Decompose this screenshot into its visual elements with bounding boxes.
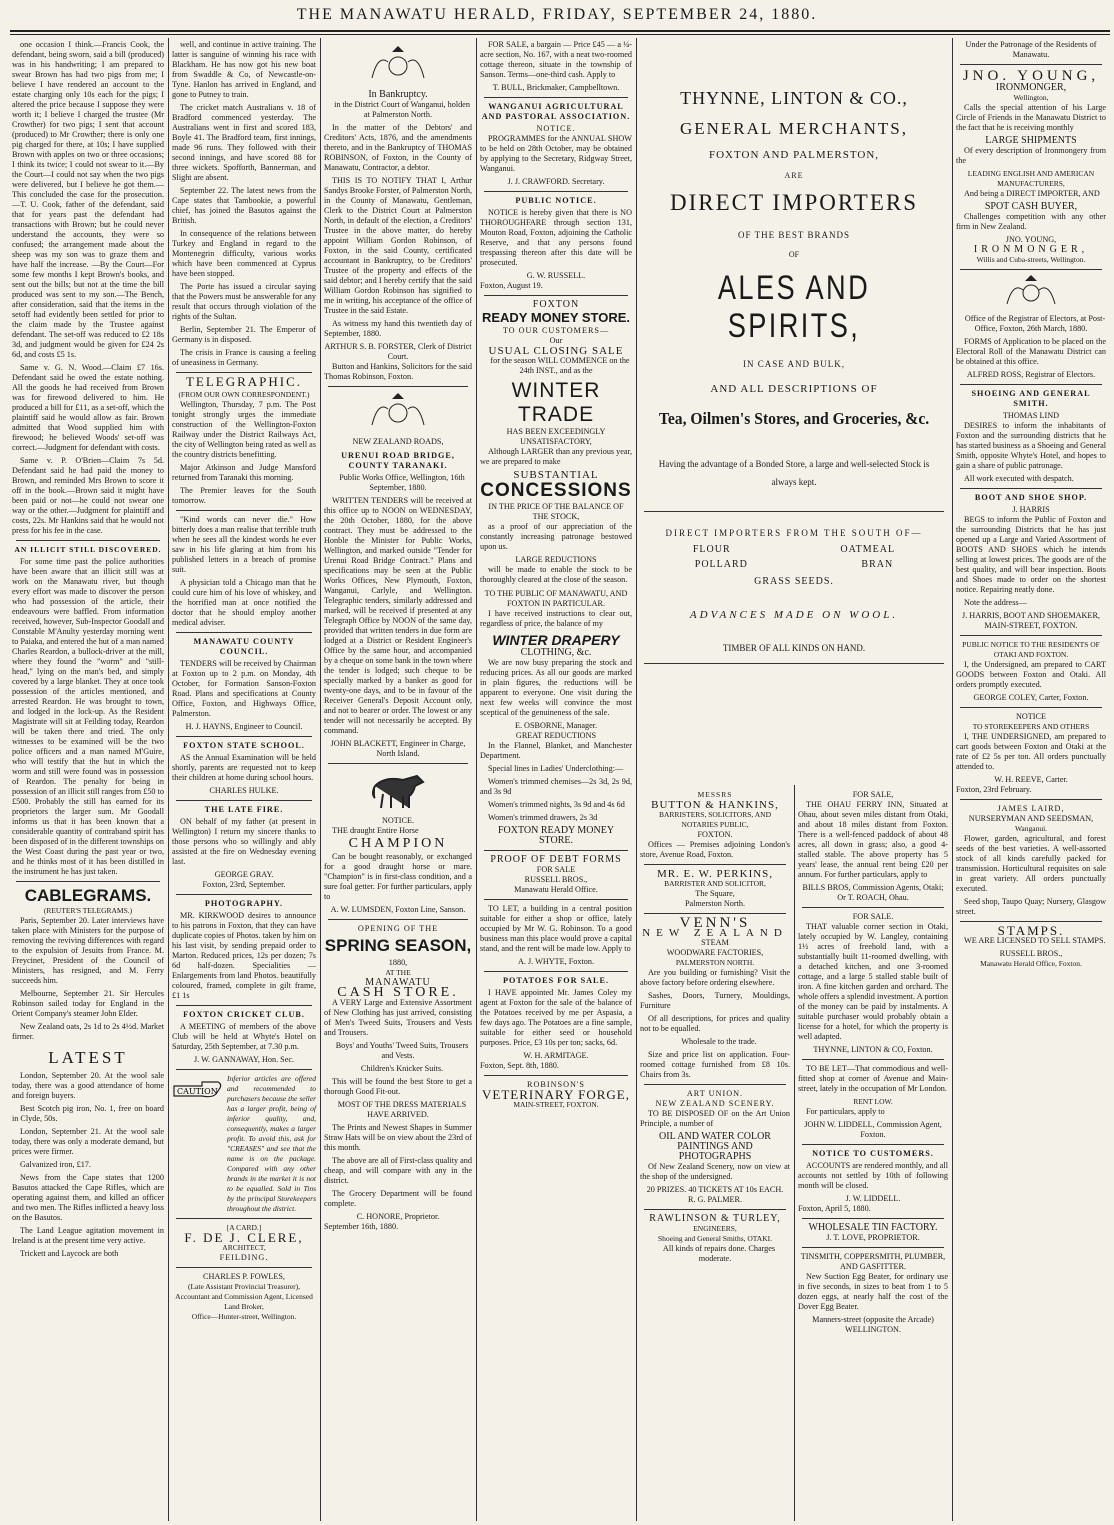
article-paragraph: September 22. The latest news from the Cape states that Tambookie, a powerful chief, has joined the Basutos against the British.: [172, 186, 316, 225]
ad-paragraph: Sashes, Doors, Turnery, Mouldings, Furniture: [640, 991, 790, 1010]
notice-label: NOTICE.: [536, 124, 576, 133]
opening-label: OPENING OF THE: [357, 924, 439, 933]
bran-label: BRAN: [861, 559, 894, 570]
ad-paragraph: FOR SALE, a bargain — Price £45 — a ¼-acre section, No. 167, with a neat two-roomed cottage thereon, situate in the township of Sanson. Terms—one-third cash. Apply to: [480, 40, 632, 79]
article-paragraph: The cricket match Australians v. 18 of Bradford commenced yesterday. The Australians went in first and scored 183, Boyle 41. The Bradford team, first innings, made 96 runs. They followed with their second innings, and have scored 88 for three wickets. Spofforth, Bannerman, and Slight are absent.: [172, 103, 316, 182]
headline-cash-store: CASH STORE.: [337, 985, 459, 1000]
leading-manufacturers: LEADING ENGLISH AND AMERICAN MANUFACTURERS,: [967, 169, 1095, 188]
headline-notice-customers: NOTICE TO CUSTOMERS.: [812, 1149, 934, 1158]
ad-paragraph: FORMS of Application to be placed on the Electoral Roll of the Manawatu District can be obtained at this office.: [956, 337, 1106, 366]
ad-paragraph: PROGRAMMES for the ANNUAL SHOW to be held on 28th October, may be obtained by applying to the Secretary, Ridgway Street, Wanganui.: [480, 134, 632, 173]
grass-seeds: GRASS SEEDS.: [754, 576, 834, 587]
lind-name: THOMAS LIND: [1002, 411, 1060, 420]
patronage-label: Under the Patronage of the Residents of Manawatu.: [965, 40, 1097, 59]
ad-paragraph: WRITTEN TENDERS will be received at this office up to NOON on WEDNESDAY, the 20th October, 1880, for the above contract. They must be addressed to the Honble the Minister for Public Works, Wellington, and marked outside "Tender for Urenui Road Bridge Contract." Plans and specifications may be seen at the Public Works Offices, New Plymouth, Foxton, Wanganui, Carlyle, and Wellington. Telegraphic tenders, similarly addressed and marked, will be received if presented at any Telegraph Office by NOON of the same day, provided that written tenders in due form are lodged at a District or Resident Engineer's Office by the same hour, and accompanied by a cheque on some bank in the town where the tender is lodged; such cheque to be specially marked by a banker as good for twenty-one days, and to be in favour of the Receiver General's Deposit Account only, and not to bearer or order. The lowest or any tender will not necessarily be accepted. By command.: [324, 496, 472, 735]
ad-paragraph: for the season WILL COMMENCE on the 24th INST., and as the: [490, 356, 630, 375]
willis-label: Willis and Cuba-streets, Wellington.: [976, 255, 1086, 264]
clothing-label: CLOTHING, &c.: [520, 647, 592, 658]
article-paragraph: Melbourne, September 21. Sir Hercules Robinson sailed today for England in the Orient Company's steamer John Elder.: [12, 989, 164, 1018]
engineers-label: ENGINEERS,: [693, 1224, 737, 1233]
palmerston-label: Palmerston North.: [684, 899, 746, 908]
article-paragraph: Same v. P. O'Brien—Claim 7s 5d. Defendant said he had paid the money to Brown, and reminded Mrs Brown to score it off in the book.—Brown said it might have been paid or not—he could not swear one way or the other.—Judgment for plaintiff and costs, 22s. Mr Hankins said that he would not press for his fee in the case.: [12, 456, 164, 535]
ad-paragraph: Women's trimmed nights, 3s 9d and 4s 6d: [488, 800, 625, 809]
herald-office: Manawatu Herald Office, Foxton.: [980, 959, 1082, 968]
headline-council: MANAWATU COUNTY COUNCIL.: [193, 637, 295, 656]
wanganui-label: Wanganui.: [1014, 824, 1048, 833]
headline-telegraphic: TELEGRAPHIC.: [185, 374, 303, 389]
for-sale-label: FOR SALE,: [852, 790, 894, 799]
column-rule: [952, 38, 953, 1521]
ad-paragraph: I, the Undersigned, am prepared to CART GOODS between Foxton and Otaki. All orders promptly executed.: [956, 660, 1106, 689]
great-reductions: GREAT REDUCTIONS: [515, 731, 597, 740]
top-rule: [10, 30, 1110, 32]
article-paragraph: Berlin, September 21. The Emperor of Germany is in disposed.: [172, 325, 316, 344]
ad-paragraph: Women's trimmed chemises—2s 3d, 2s 9d, and 3s 9d: [480, 777, 632, 796]
horse-illustration-icon: [363, 768, 433, 812]
headline-stamps: STAMPS.: [997, 923, 1065, 938]
ad-signature: BILLS BROS, Commission Agents, Otaki; Or T. ROACH, Ohau.: [802, 883, 944, 902]
ironmonger-label: IRONMONGER,: [995, 82, 1067, 93]
headline-spring-season: SPRING SEASON,: [324, 936, 472, 955]
headline-urenui: URENUI ROAD BRIDGE, COUNTY TARANAKI.: [341, 451, 455, 470]
new-zealand-label: NEW ZEALAND: [642, 927, 788, 939]
ad-signature: THYNNE, LINTON & CO, Foxton.: [813, 1045, 933, 1054]
ad-paragraph: Challenges competition with any other firm in New Zealand.: [956, 212, 1106, 231]
architect-title: ARCHITECT,: [222, 1243, 266, 1252]
headline-tin-factory: WHOLESALE TIN FACTORY.: [808, 1222, 938, 1233]
foxton-ready-store: FOXTON READY MONEY STORE.: [497, 825, 615, 846]
love-label: J. T. LOVE, PROPRIETOR.: [826, 1233, 920, 1242]
barristers-label: BARRISTERS, SOLICITORS, AND NOTARIES PUBLIC,: [659, 810, 771, 829]
article-paragraph: Major Atkinson and Judge Mansford returned from Taranaki this morning.: [172, 463, 316, 482]
ad-paragraph: Seed shop, Taupo Quay; Nursery, Glasgow street.: [956, 897, 1106, 916]
laird-name: JAMES LAIRD,: [997, 804, 1065, 813]
case-and-bulk: IN CASE AND BULK,: [742, 359, 845, 369]
article-paragraph: Trickett and Laycock are both: [20, 1249, 119, 1258]
article-paragraph: well, and continue in active training. The latter is sanguine of winning his race with Blackham. He has now got his new boat from Swaddle & Co, of Newcastle-on-Tyne. Hanlon has arrived in England, and gone to Putney to train.: [172, 40, 316, 99]
headline-bankruptcy: In Bankruptcy.: [368, 89, 428, 100]
ad-paragraph: This will be found the best Store to get a thorough Good Fit-out.: [324, 1077, 472, 1096]
ad-paragraph: Size and price list on application. Four-roomed cottage furnished from £8 10s. Chairs from 3s.: [640, 1050, 790, 1079]
ad-paragraph: MOST OF THE DRESS MATERIALS HAVE ARRIVED.: [337, 1100, 467, 1119]
russell-bros: RUSSELL BROS.,: [999, 949, 1063, 958]
ad-signature: J. W. GANNAWAY, Hon. Sec.: [193, 1055, 295, 1064]
ad-paragraph: Special lines in Ladies' Underclothing:—: [488, 764, 624, 773]
architect-town: FEILDING.: [219, 1253, 269, 1262]
for-sale-label: FOR SALE: [536, 865, 576, 874]
direct-importers: DIRECT IMPORTERS: [669, 190, 919, 215]
article-paragraph: Galvanized iron, £17.: [20, 1160, 91, 1169]
harris-name: J. HARRIS: [1012, 505, 1050, 514]
ad-date: Foxton, April 5, 1880.: [798, 1204, 871, 1213]
ad-paragraph: TO LET, a building in a central position suitable for either a shop or office, lately occupied by Mr W. G. Robinson. To a good business man this place would prove a capital stand, and the rent will be made low. Apply to: [480, 904, 632, 953]
ad-paragraph: MR. KIRKWOOD desires to announce to his patrons in Foxton, that they can have duplicate copies of Photos. taken by him on his last visit, by sending prepaid order to Marton. Reduced prices, 12s per dozen; 7s 6d half-dozen. Specialities — Enlargements from land Photos. beautifully coloured, framed, complete in gilt frame, £1 1s: [172, 911, 316, 1000]
advances-on-wool: ADVANCES MADE ON WOOL.: [689, 609, 899, 621]
column-rule: [168, 38, 169, 1521]
ad-signature: T. BULL, Brickmaker, Campbelltown.: [492, 83, 620, 92]
article-paragraph: Best Scotch pig iron, No. 1, free on board in Clyde, 50s.: [12, 1104, 164, 1123]
headline-photography: PHOTOGRAPHY.: [204, 899, 284, 908]
ad-signature: E. OSBORNE, Manager.: [514, 721, 598, 730]
ad-paragraph: Office of the Registrar of Electors, at Post-Office, Foxton, 26th March, 1880.: [964, 314, 1106, 333]
ad-paragraph: THIS IS TO NOTIFY THAT I, Arthur Sandys Brooke Forster, of Palmerston North, in the County of Manawatu, Gentleman, Clerk to the District Court at Palmerston North, in default of the election, a Creditors' Trustee in the above matter, do hereby appoint William Gordon Robinson, of Foxton, in the said County, certificated accountant in Bankruptcy, to be Creditors' Trustee of the property and effects of the said debtor; and I hereby certify that the said William Gordon Robinson has signified to me in writing, his acceptance of the office of Trustee in the said Estate.: [324, 176, 472, 315]
ad-date: Foxton, Sept. 8th, 1880.: [480, 1061, 559, 1070]
ad-signature: J. HARRIS, BOOT AND SHOEMAKER, MAIN-STREET, FOXTON.: [962, 611, 1100, 630]
unsatisfactory-label: HAS BEEN EXCEEDINGLY UNSATISFACTORY,: [506, 427, 606, 446]
headline-illicit-still: AN ILLICIT STILL DISCOVERED.: [14, 545, 162, 554]
headline-cablegrams: CABLEGRAMS.: [24, 886, 152, 905]
shoeing-label: Shoeing and General Smiths, OTAKI.: [658, 1234, 772, 1243]
best-brands: OF THE BEST BRANDS: [738, 230, 850, 240]
column-rule: [320, 38, 321, 1521]
ad-paragraph: DESIRES to inform the inhabitants of Foxton and the surrounding districts that he has started business as a Shoeing and General Smith, opposite Whyte's Hotel, and hopes to gain a share of public patronage.: [956, 421, 1106, 470]
spring-manawatu: MANAWATU: [365, 977, 431, 988]
ad-paragraph: Button and Hankins, Solicitors for the said Thomas Robinson, Foxton.: [324, 362, 472, 381]
ad-date: Foxton, 23rd, September.: [202, 880, 286, 889]
column-1: [12, 40, 164, 1521]
headline-veterinary-forge: VETERINARY FORGE,: [482, 1087, 630, 1102]
column-2: [172, 40, 316, 1521]
article-paragraph: The crisis in France is causing a feeling of uneasiness in Germany.: [172, 348, 316, 367]
steam-label: STEAM: [701, 938, 729, 947]
foxton-palmerston: FOXTON AND PALMERSTON,: [708, 149, 880, 161]
button-hankins: BUTTON & HANKINS,: [651, 799, 779, 811]
thynne-name: THYNNE, LINTON & CO.,: [680, 88, 908, 108]
column-7: [956, 40, 1106, 1521]
article-paragraph: The Land League agitation movement in Ireland is at the present time very active.: [12, 1226, 164, 1245]
article-paragraph: A physician told a Chicago man that he could cure him of his love of whiskey, and the horrified man at once notified the doctor that he should employ another medical adviser.: [172, 578, 316, 627]
ad-paragraph: A VERY Large and Extensive Assortment of New Clothing has just arrived, consisting of Men's Tweed Suits, Trousers and Vests and Trousers.: [324, 998, 472, 1037]
headline-latest: LATEST: [48, 1048, 128, 1067]
article-paragraph: Wellington, Thursday, 7 p.m. The Post tonight strongly urges the immediate construction of the Wellington-Foxton Railway under the District Railways Act, the city of Wellington being rated as well as the country districts benefitting.: [172, 400, 316, 459]
headline-ready-money: READY MONEY STORE.: [481, 310, 631, 325]
woodware-label: WOODWARE FACTORIES,: [666, 948, 764, 957]
headline-shoeing: SHOEING AND GENERAL SMITH.: [971, 389, 1091, 408]
ad-signature: A. J. WHYTE, Foxton.: [517, 957, 595, 966]
ad-signature: H. J. HAYNS, Engineer to Council.: [185, 722, 303, 731]
headline-school: FOXTON STATE SCHOOL.: [183, 741, 305, 750]
spot-cash: SPOT CASH BUYER,: [984, 201, 1078, 212]
all-descriptions: AND ALL DESCRIPTIONS OF: [710, 383, 878, 395]
art-union-label: ART UNION.: [686, 1089, 744, 1098]
ad-paragraph: Flower, garden, agricultural, and forest seeds of the best varieties. A well-assorted stock of all kinds carefully packed for transmission. Horticultural requisites on sale in great variety. All orders punctually executed.: [956, 834, 1106, 893]
ad-paragraph: For particulars, apply to: [806, 1107, 885, 1116]
ad-paragraph: Boys' and Youths' Tweed Suits, Trousers and Vests.: [335, 1041, 469, 1060]
ad-paragraph: TENDERS will be received by Chairman at Foxton up to 2 p.m. on Monday, 4th October, for Formation Sanson-Foxton Road. Plans and specifications at County Office, Foxton, and Highways Office, Palmerston.: [172, 659, 316, 718]
ad-paragraph: As witness my hand this twentieth day of September, 1880.: [324, 319, 472, 338]
headline-potatoes: POTATOES FOR SALE.: [502, 976, 610, 985]
substantial-label: SUBSTANTIAL: [513, 469, 599, 481]
ad-paragraph: Calls the special attention of his Large Circle of Friends in the Manawatu District to the fact that he is receiving monthly: [956, 103, 1106, 132]
foxton-label: FOXTON: [532, 299, 580, 310]
column-6: [798, 790, 948, 1521]
ad-date: September 16th, 1880.: [324, 1222, 399, 1231]
ad-paragraph: Of all descriptions, for prices and quality not to be equalled.: [640, 1014, 790, 1033]
balance-label: IN THE PRICE OF THE BALANCE OF THE STOCK,: [488, 502, 624, 521]
jno-young: JNO. YOUNG,: [962, 68, 1100, 84]
ad-paragraph: Children's Knicker Suits.: [360, 1064, 444, 1073]
ad-paragraph: Offices — Premises adjoining London's store, Avenue Road, Foxton.: [640, 840, 790, 859]
ad-paragraph: Note the address—: [964, 598, 1027, 607]
large-shipments: LARGE SHIPMENTS: [985, 135, 1077, 146]
article-paragraph: "Kind words can never die." How bitterly does a man realise that terrible truth when he sees all the kindest words he ever saw in his life glaring at him from his published letters in a breach of promise suit.: [172, 515, 316, 574]
ad-signature: JOHN BLACKETT, Engineer in Charge, North Island.: [330, 739, 466, 758]
ad-signature: J. W. LIDDELL.: [845, 1194, 901, 1203]
ad-paragraph: The above are all of First-class quality and cheap, and will compare with any in the district.: [324, 1156, 472, 1185]
ad-paragraph: as a proof of our appreciation of the constantly increasing patronage bestowed upon us.: [480, 522, 632, 551]
article-paragraph: Paris, September 20. Later interviews have taken place with Ministers for the purpose of removing the reviving differences with regard to the expulsion of Jesuits from France. M. Freycinet, President of the Council of Ministers, has resigned, and M. Ferry succeeds him.: [12, 916, 164, 985]
caution-label: CAUTION: [177, 1087, 218, 1096]
column-5: MESSRS BUTTON & HANKINS, BARRISTERS, SOLICITORS, AND NOTARIES PUBLIC, FOXTON. Offices — Premises adjoining London's store, Avenue Road, Foxton. MR. E. W. PERKINS, BARRISTER AND SOLICITOR, The Square, Palmerston North. VENN'S NEW ZEALAND STEAM WOODWARE FACTORIES, PALMERSTON NORTH. Are you building or furnishing? Visit the above factory before ordering elsewhere. Sashes, Doors, Turnery, Mouldings, Furniture Of all descriptions, for prices and quality not to be equalled. Wholesale to the trade. Size and price list on application. Four-roomed cottage furnished from £8 10s. Chairs from 3s. ART UNION. NEW ZEALAND SCENERY. TO BE DISPOSED OF on the Art Union Principle, a number of OIL AND WATER COLOR PAINTINGS AND PHOTOGRAPHS Of New Zealand Scenery, now on view at the shop of the undersigned. 20 PRIZES. 40 TICKETS AT 10s EACH. R. G. PALMER. RAWLINSON & TURLEY, ENGINEERS, Shoeing and General Smiths, OTAKI. All kinds of repairs done. Charges moderate.: [640, 790, 790, 1263]
ad-signature: CHARLES HULKE.: [209, 786, 279, 795]
article-paragraph: London, September 20. At the wool sale today, there was a good attendance of home and foreign buyers.: [12, 1071, 164, 1100]
timber-on-hand: TIMBER OF ALL KINDS ON HAND.: [722, 643, 866, 653]
perkins-title: BARRISTER AND SOLICITOR,: [664, 879, 766, 888]
headline-notice: NOTICE.: [381, 816, 415, 825]
rawlinson-turley: RAWLINSON & TURLEY,: [649, 1213, 781, 1224]
ad-signature: G. W. RUSSELL.: [526, 271, 586, 280]
ad-paragraph: NOTICE is hereby given that there is NO THOROUGHFARE through section 131, Mouton Road, Foxton, adjoining the Catholic Reserve, and that any persons found trespassing thereon after this date will be prosecuted.: [480, 208, 632, 267]
spring-year: 1880,: [388, 958, 408, 967]
perkins-name: MR. E. W. PERKINS,: [656, 868, 774, 880]
ad-signature: R. G. PALMER.: [687, 1195, 743, 1204]
ad-paragraph: TO BE LET—That commodious and well-fitted shop at corner of Avenue and Main-street, lately in the occupation of Mr London.: [798, 1064, 948, 1093]
tea-oilmens: Tea, Oilmen's Stores, and Groceries, &c.: [658, 409, 930, 428]
ad-paragraph: AS the Annual Examination will be held shortly, parents are requested not to keep their children at home during school hours.: [172, 753, 316, 782]
ad-paragraph: WE ARE LICENSED TO SELL STAMPS.: [964, 936, 1106, 945]
ad-paragraph: I, THE UNDERSIGNED, am prepared to cart goods between Foxton and Otaki at the rate of £2 5s per ton. All orders punctually attended to.: [956, 732, 1106, 771]
ad-paragraph: Women's trimmed drawers, 2s 3d: [488, 813, 598, 822]
article-paragraph: Same v. G. N. Wood.—Claim £7 16s. Defendant said he owed the estate nothing. All the goods he had received from Brown was for firewood delivered to him. He produced a bill for £11, as a set-off, which the plaintiff said he would allow as fair. Brown admitted that Wood supplied him with firewood; he believed Woods' set-off was correct.—Judgment for defendant with costs.: [12, 363, 164, 452]
pollard-label: POLLARD: [694, 559, 748, 570]
top-rule-2: [10, 34, 1110, 35]
ad-paragraph: Can be bought reasonably, or exchanged for a good draught horse or mare. "Champion" is in first-class condition, and a sure foal getter. For further particulars, apply to: [324, 852, 472, 901]
ad-paragraph: Public Works Office, Wellington, 16th September, 1880.: [339, 473, 465, 492]
article-paragraph: The Premier leaves for the South tomorrow.: [172, 486, 316, 505]
foxton-label: FOXTON.: [697, 830, 733, 839]
ad-paragraph: I have received instructions to clear out, regardless of price, the balance of my: [480, 609, 632, 628]
ad-paragraph: Wholesale to the trade.: [681, 1037, 757, 1046]
masthead: THE MANAWATU HERALD, FRIDAY, SEPTEMBER 24, 1880.: [296, 6, 818, 23]
ad-signature: JOHN W. LIDDELL, Commission Agent, Foxton.: [804, 1120, 942, 1139]
large-reductions: LARGE REDUCTIONS: [515, 555, 597, 564]
ad-signature: J. J. CRAWFORD. Secretary.: [507, 177, 605, 186]
wellington-label: Wellington,: [1013, 93, 1049, 102]
ad-paragraph: BEGS to inform the Public of Foxton and the surrounding Districts that he has just opened up a Large and Varied Assortment of BOOTS AND SHOES which he intends selling at lowest prices. The goods are of the best quality, and will bear inspection. Boots and Shoes made to order on the shortest notice. Repairing neatly done.: [956, 515, 1106, 594]
column-3: [324, 40, 472, 1521]
card-label: [A CARD.]: [226, 1223, 262, 1232]
public-notice-otaki: PUBLIC NOTICE TO THE RESIDENTS OF OTAKI AND FOXTON.: [962, 640, 1100, 659]
architect-name: F. DE J. CLERE,: [184, 1230, 304, 1245]
article-paragraph: News from the Cape states that 1200 Basutos attacked the Cape Rifles, which are operating against them, and killed an officer and two men. The Rifles inflicted a heavy loss on the Basutos.: [12, 1173, 164, 1222]
prizes-label: 20 PRIZES. 40 TICKETS AT 10s EACH.: [646, 1185, 784, 1194]
headline-public-notice: PUBLIC NOTICE.: [515, 196, 597, 205]
ad-signature: ALFRED ROSS, Registrar of Electors.: [966, 370, 1096, 379]
ad-signature: C. HONORE, Proprietor.: [356, 1212, 440, 1221]
storekeepers-label: TO STOREKEEPERS AND OTHERS: [972, 722, 1090, 731]
oil-paintings: OIL AND WATER COLOR PAINTINGS AND PHOTOGRAPHS: [659, 1131, 771, 1162]
column-rule: [794, 785, 795, 1521]
spring-at-the: AT THE: [385, 968, 411, 977]
ad-paragraph: New Suction Egg Beater, for ordinary use in five seconds, in sizes to beat from 1 to 5 dozen eggs, at nearly half the cost of the Dover Egg Beater.: [798, 1272, 948, 1311]
caution-text: Inferior articles are offered and recommended to purchasers because the seller has a larger profit, being of inferior quality, and, consequently, makes a larger profit. To avoid this, ask for "CREASES" and see that the name is on the package. Compared with any other brands in the market it is not to be equalled. Sold in Tins by the principal Storekeepers throughout the district.: [227, 1074, 316, 1213]
palmerston-north-label: PALMERSTON NORTH.: [675, 958, 755, 967]
ad-signature: A. W. LUMSDEN, Foxton Line, Sanson.: [330, 905, 466, 914]
flour-label: FLOUR: [692, 544, 731, 555]
article-paragraph: In consequence of the relations between Turkey and England in regard to the Montenegrin difficulty, various works which have been commenced at Cyprus have been stopped.: [172, 229, 316, 278]
fowles-name: CHARLES P. FOWLES,: [203, 1272, 285, 1281]
ironmonger-label-2: IRONMONGER,: [973, 244, 1089, 255]
to-the-public: TO THE PUBLIC OF MANAWATU, AND FOXTON IN PARTICULAR.: [484, 589, 628, 608]
ad-paragraph: The Grocery Department will be found complete.: [324, 1189, 472, 1208]
headline-nz-roads: NEW ZEALAND ROADS,: [352, 437, 444, 446]
ad-paragraph: THAT valuable corner section in Otaki, lately occupied by W. Langley, containing 1½ acres of freehold land, with a substantially built 11-roomed dwelling, with a detached kitchen, and one 3-roomed cottage, and a large 5 stalled stable built of iron. A fine kitchen garden and orchard. The whole offers a splendid investment. A portion of the money can be paid by instalments. A suitable purchaser would probably obtain a license for a hotel, for which the property is well adapted.: [798, 922, 948, 1041]
ad-paragraph: And being a DIRECT IMPORTER, AND: [964, 189, 1100, 198]
customers-label: TO OUR CUSTOMERS—: [502, 326, 610, 335]
ad-signature: ARTHUR S. B. FORSTER, Clerk of District Court.: [324, 342, 472, 361]
ad-paragraph: TO BE DISPOSED OF on the Art Union Principle, a number of: [640, 1109, 790, 1128]
cable-subhead: (REUTER'S TELEGRAMS.): [43, 906, 133, 915]
ad-date: Foxton, 23rd February.: [956, 785, 1032, 794]
our-label: Our: [549, 336, 563, 345]
ad-paragraph: A MEETING of members of the above Club will be held at Whyte's Hotel on Saturday, 25th September, at 7.30 p.m.: [172, 1022, 316, 1051]
thynne-linton-ad: [638, 40, 950, 664]
main-street-label: MAIN-STREET, FOXTON.: [513, 1100, 599, 1109]
ad-paragraph: I HAVE appointed Mr. James Coley my agent at Foxton for the sale of the balance of the Potatoes received by me per Aspasia, a few days ago. The Potatoes are a fine sample, suitable for either seed or household purposes. Price, £3 10s per ton; sacks, 6d.: [480, 988, 632, 1047]
article-paragraph: London, September 21. At the wool sale today, there was only a moderate demand, but prices were firmer.: [12, 1127, 164, 1156]
venns-label: VENN'S: [679, 915, 751, 931]
headline-concessions: CONCESSIONS: [480, 480, 632, 501]
ad-signature: GEORGE COLEY, Carter, Foxton.: [973, 693, 1089, 702]
ad-paragraph: We are now busy preparing the stock and reducing prices. As all our goods are marked in plain figures, the reductions will be apparent to everyone. One visit during the next few weeks will convince the most sceptical of the genuineness of the sale.: [480, 658, 632, 717]
article-paragraph: one occasion I think.—Francis Cook, the defendant, being sworn, said a bill (produced) was in his handwriting; I am prepared to swear Brown has had two pigs from me; I believe I have rendered an account to the estate charging only 10s each for the pigs; I altered the price because I suppose they were worth it; I believe I charged the trustee (Mr Crowther) for two pigs; I sent that account (produced) to Mr Crowther; there is only one pig charged for there, at 10s; I have supplied Brown with apples on two or three occasions; I think its twice; I could not swear to it.—By the Court—I could not say when the two pigs were delivered, but I believe he got them.—This concluded the case for the prosecution. —T. U. Cook, father of the defendant, said that for years past the defendant had transactions with Brown; but he could never understand the accounts, they were so confused; the arrangement made about the sheep was my son was to graze them and have half the increase. —By the Court—For some few months I kept Brown's books, and sent out the bills; but not at the time the bill produced was sent to my son.—The Bench, after consideration, said that the items in the setoff had evidently been settled for prior to the claim made by the Trustee against defendant. The set-off was reduced to £2 18s 3d, and judgment would be given for £24 2s 6d, and costs £5 1s.: [12, 40, 164, 359]
herald-office-label: Manawatu Herald Office.: [514, 885, 598, 894]
column-rule: [476, 38, 477, 1521]
for-sale-label-2: FOR SALE.: [852, 912, 894, 921]
ad-paragraph: THE OHAU FERRY INN, Situated at Ohau, about seven miles distant from Otaki, and about 18 miles distant from Foxton. There is a well-fenced paddock of about 48 acres, all down in grass; also, a good 4-stalled stable. The above property has 5 years' lease, the annual rent being £20 per annum. For further particulars, apply to: [798, 800, 948, 879]
ad-paragraph: ACCOUNTS are rendered monthly, and all accounts not settled by 10th of following month will be closed.: [798, 1161, 948, 1190]
ad-date: Foxton, August 19.: [480, 281, 543, 290]
nz-scenery-label: NEW ZEALAND SCENERY.: [655, 1099, 775, 1108]
headline-cricket: FOXTON CRICKET CLUB.: [183, 1010, 305, 1019]
caution-hand-icon: [172, 1074, 224, 1104]
ad-paragraph: In the matter of the Debtors' and Creditors' Acts, 1876, and the amendments thereto, and in the Bankruptcy of THOMAS ROBINSON, of Foxton, in the County of Manawatu, Contractor, a debtor.: [324, 123, 472, 172]
usual-sale: USUAL CLOSING SALE: [488, 345, 624, 357]
manners-label: Manners-street (opposite the Arcade) WELLINGTON.: [812, 1315, 934, 1334]
ad-paragraph: All kinds of repairs done. Charges moderate.: [662, 1244, 776, 1263]
headline-fire: THE LATE FIRE.: [204, 805, 284, 814]
headline-boot-shop: BOOT AND SHOE SHOP.: [974, 493, 1088, 502]
ad-signature: W. H. ARMITAGE.: [523, 1051, 589, 1060]
rent-low-label: RENT LOW.: [853, 1097, 893, 1106]
ad-paragraph: in the District Court of Wanganui, holden at Palmerston North.: [334, 100, 470, 119]
are-label: ARE: [784, 171, 804, 180]
ad-signature: GEORGE GRAY.: [214, 870, 274, 879]
royal-arms-icon: [366, 391, 430, 433]
ad-paragraph: Of every description of Ironmongery from the: [956, 146, 1106, 165]
ad-paragraph: THE draught Entire Horse: [332, 826, 419, 835]
general-merchants: GENERAL MERCHANTS,: [679, 119, 909, 138]
of-label: OF: [788, 250, 800, 259]
ad-paragraph: Although LARGER than any previous year, we are prepared to make: [480, 447, 632, 466]
ad-paragraph: The Prints and Newest Shapes in Summer Straw Hats will be on view about the 23rd of this month.: [324, 1123, 472, 1152]
russell-label: RUSSELL BROS.,: [524, 875, 588, 884]
headline-winter-drapery: WINTER DRAPERY: [492, 632, 620, 648]
ad-paragraph: ON behalf of my father (at present in Wellington) I return my sincere thanks to those persons who so willingly and ably assisted at the fire on Wednesday evening last.: [172, 817, 316, 866]
headline-agricultural: WANGANUI AGRICULTURAL AND PASTORAL ASSOCIATION.: [481, 102, 631, 121]
ad-paragraph: Of New Zealand Scenery, now on view at the shop of the undersigned.: [640, 1162, 790, 1181]
fowles-desc: (Late Assistant Provincial Treasurer), Accountant and Commission Agent, Licensed Land Broker,: [175, 1282, 313, 1311]
tinsmith-label: TINSMITH, COPPERSMITH, PLUMBER, AND GASFITTER.: [800, 1252, 946, 1271]
fowles-office: Office—Hunter-street, Wellington.: [191, 1312, 297, 1321]
headline-winter-trade: WINTER TRADE: [511, 379, 601, 426]
square-label: The Square,: [695, 889, 735, 898]
tele-subhead: (FROM OUR OWN CORRESPONDENT.): [178, 390, 310, 399]
nursery-label: NURSERYMAN AND SEEDSMAN,: [968, 814, 1094, 823]
article-paragraph: The Porte has issued a circular saying that the Powers must be answerable for any result that occurs through violation of the rights of the Sultan.: [172, 282, 316, 321]
ad-paragraph: In the Flannel, Blanket, and Manchester Department.: [480, 741, 632, 760]
robinsons-label: ROBINSON'S: [527, 1080, 585, 1089]
ad-paragraph: Are you building or furnishing? Visit the above factory before ordering elsewhere.: [640, 968, 790, 987]
ad-paragraph: All work executed with despatch.: [964, 474, 1074, 483]
headline-proof-debt: PROOF OF DEBT FORMS: [490, 854, 622, 865]
ales-and-spirits: ALES AND SPIRITS,: [717, 269, 871, 345]
article-paragraph: For some time past the police authorities have been aware that an illicit still was at work on the Manawatu river, but though every effort was made to discover the person who had possession of the article, their endeavours were baffled. From information received, however, Sub-Inspector Goodall and Constable M'Anulty yesterday morning went to Paiaka, and entered the hut of a man named Charles Reardon, a bullock-driver at the mill, where they found the "worm" and "still-head," lying on the man's bed, and simply covered by a large blanket. They at once took possession of the articles mentioned, and arrested Reardon. He was brought to town, and lodged in the lock-up. As the Resident Magistrate will sit at Feilding today, Reardon will be taken there and tried. The only witnesses to be examined will be the two police officers and a man named M'Guire, who will testify that the hut in which the worm and still were found was in possession of Reardon. The penalty for being in possession of an illicit still ranges from £50 to £500. Probably the still has earned for its proprietors the larger sum. Mr Goodall informs us that it has been known that a considerable quantity of contraband spirit has been disposed of in the different townships on the West Coast during the past year or two, and he thinks most of it has been distilled in the instrument he has just taken.: [12, 557, 164, 876]
ad-signature: W. H. REEVE, Carter.: [994, 775, 1068, 784]
article-paragraph: New Zealand oats, 2s 1d to 2s 4½d. Market firmer.: [12, 1022, 164, 1041]
headline-champion: CHAMPION: [348, 836, 448, 851]
ad-paragraph: will be made to enable the stock to be thoroughly cleared at the close of the season.: [480, 565, 632, 584]
oatmeal-label: OATMEAL: [840, 544, 896, 555]
notice-label: NOTICE: [1015, 712, 1046, 721]
young-name-2: JNO. YOUNG,: [1005, 235, 1057, 244]
column-4: [480, 40, 632, 1521]
column-rule: [636, 38, 637, 1521]
bonded-store: Having the advantage of a Bonded Store, a large and well-selected Stock is always kept.: [658, 459, 930, 487]
direct-importers-south: DIRECT IMPORTERS FROM THE SOUTH OF—: [665, 528, 923, 538]
royal-arms-icon: [366, 44, 430, 86]
royal-arms-icon: [1003, 274, 1059, 310]
